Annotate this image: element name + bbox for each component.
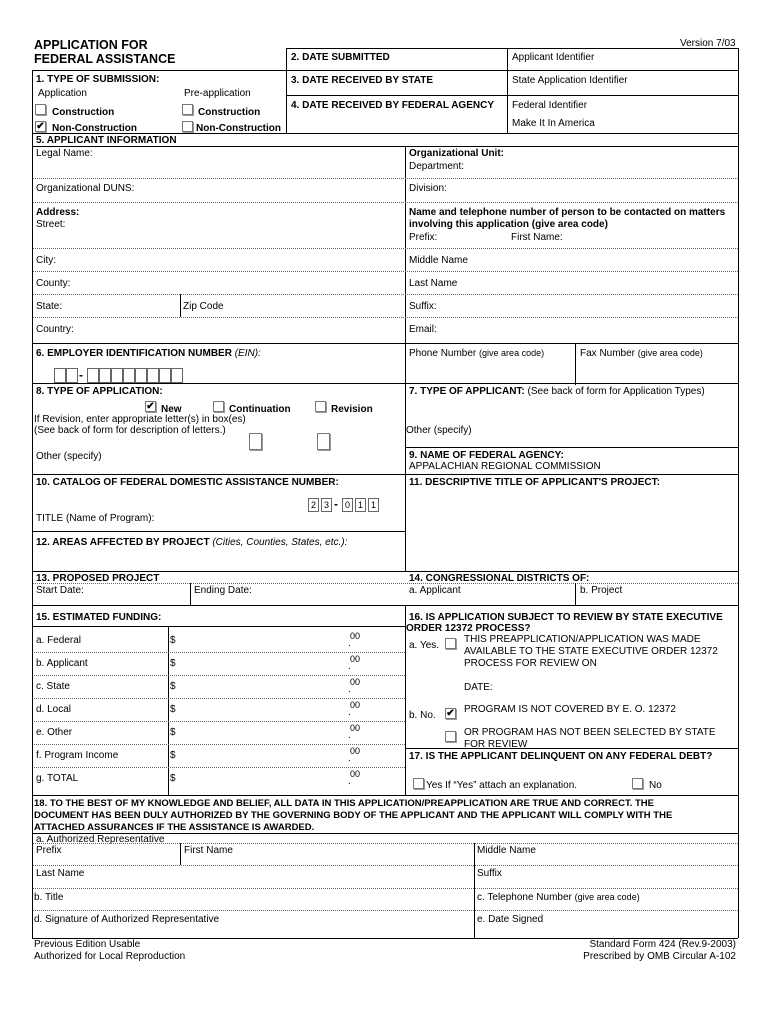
district-applicant-field[interactable]: a. Applicant: [409, 585, 461, 596]
funding-state-label: c. State: [36, 681, 70, 692]
street-field[interactable]: Street:: [36, 219, 66, 230]
ein-digit-6[interactable]: [123, 368, 135, 383]
decimal-point: .: [348, 707, 351, 718]
decimal-point: .: [348, 661, 351, 672]
contact-prefix-field[interactable]: Prefix:: [409, 232, 438, 243]
phone-number-label: Phone Number: [409, 348, 477, 359]
rep-title-field[interactable]: b. Title: [34, 892, 64, 903]
review-yes-text-1: THIS PREAPPLICATION/APPLICATION WAS MADE: [464, 634, 701, 645]
fax-area-code-note: (give area code): [637, 348, 703, 358]
delinquent-yes-checkbox[interactable]: [413, 778, 424, 789]
new-label: New: [161, 404, 182, 415]
federal-agency-value[interactable]: APPALACHIAN REGIONAL COMMISSION: [409, 461, 601, 472]
application-construction-label: Construction: [52, 107, 115, 118]
submission-application-label: Application: [38, 88, 87, 99]
review-label-line2: ORDER 12372 PROCESS?: [406, 623, 531, 634]
review-yes-checkbox[interactable]: [445, 638, 456, 649]
submission-preapplication-label: Pre-application: [184, 88, 251, 99]
funding-federal-cents[interactable]: 00: [350, 631, 361, 641]
delinquent-no-checkbox[interactable]: [632, 778, 643, 789]
funding-total-cents[interactable]: 00: [350, 769, 361, 779]
review-yes-text-3: PROCESS FOR REVIEW ON: [464, 658, 597, 669]
contact-first-name-field[interactable]: First Name:: [511, 232, 563, 243]
division-field[interactable]: Division:: [409, 183, 447, 194]
continuation-label: Continuation: [229, 404, 291, 415]
areas-affected-label: 12. AREAS AFFECTED BY PROJECT: [36, 537, 210, 548]
ein-digit-3[interactable]: [87, 368, 99, 383]
rep-telephone-field[interactable]: [477, 892, 640, 903]
contact-heading-line1: Name and telephone number of person to be contacted on matters: [409, 207, 726, 218]
zip-code-field[interactable]: Zip Code: [183, 301, 224, 312]
funding-federal-dollar: $: [170, 635, 176, 646]
ein-digit-4[interactable]: [99, 368, 111, 383]
project-title-label: 11. DESCRIPTIVE TITLE OF APPLICANT'S PROJECT:: [409, 477, 660, 488]
federal-identifier-label: Federal Identifier: [512, 100, 588, 111]
certification-line2: DOCUMENT HAS BEEN DULY AUTHORIZED BY THE GOVERNING BODY OF THE APPLICANT AND THE APPLICANT WILL COMPLY WITH THE: [34, 810, 673, 821]
rep-telephone-note: (give area code): [574, 892, 640, 902]
rep-prefix-field[interactable]: Prefix: [36, 845, 62, 856]
county-field[interactable]: County:: [36, 278, 71, 289]
funding-state-dollar: $: [170, 681, 176, 692]
review-yes-label: a. Yes.: [409, 640, 440, 651]
type-of-applicant-note: (See back of form for Application Types): [527, 386, 705, 397]
application-nonconstruction-label: Non-Construction: [52, 123, 137, 134]
proposed-project-label: 13. PROPOSED PROJECT: [36, 573, 160, 584]
revision-instruction-line1: If Revision, enter appropriate letter(s) in box(es): [34, 414, 246, 425]
funding-total-dollar: $: [170, 773, 176, 784]
applicant-info-title: 5. APPLICANT INFORMATION: [36, 135, 177, 146]
revision-letter-box-1[interactable]: [249, 433, 262, 450]
contact-middle-name-field[interactable]: Middle Name: [409, 255, 468, 266]
cfda-digit-4[interactable]: 1: [355, 498, 366, 512]
start-date-field[interactable]: Start Date:: [36, 585, 84, 596]
preapplication-construction-label: Construction: [198, 107, 261, 118]
ein-digit-2[interactable]: [66, 368, 78, 383]
fax-number-label: Fax Number: [580, 348, 636, 359]
funding-program-income-cents[interactable]: 00: [350, 746, 361, 756]
preapplication-nonconstruction-checkbox[interactable]: [182, 121, 193, 132]
footer-omb-circular: Prescribed by OMB Circular A-102: [583, 951, 736, 962]
decimal-point: .: [348, 776, 351, 787]
ein-digit-8[interactable]: [147, 368, 159, 383]
footer-local-reproduction: Authorized for Local Reproduction: [34, 951, 186, 962]
rep-telephone-label: c. Telephone Number: [477, 892, 572, 903]
rep-date-signed-field[interactable]: e. Date Signed: [477, 914, 544, 925]
review-not-covered-text: PROGRAM IS NOT COVERED BY E. O. 12372: [464, 704, 676, 715]
footer-previous-edition: Previous Edition Usable: [34, 939, 141, 950]
funding-local-label: d. Local: [36, 704, 72, 715]
delinquent-no-label: No: [649, 780, 662, 791]
funding-other-cents[interactable]: 00: [350, 723, 361, 733]
type-of-applicant-label: 7. TYPE OF APPLICANT:: [409, 386, 525, 397]
duns-field[interactable]: Organizational DUNS:: [36, 183, 135, 194]
continuation-checkbox[interactable]: [213, 401, 224, 412]
fax-number-field[interactable]: [580, 348, 703, 359]
delinquent-debt-label: 17. IS THE APPLICANT DELINQUENT ON ANY FEDERAL DEBT?: [409, 751, 713, 762]
preapplication-nonconstruction-label: Non-Construction: [196, 123, 281, 134]
review-not-selected-text-1: OR PROGRAM HAS NOT BEEN SELECTED BY STATE: [464, 727, 716, 738]
country-field[interactable]: Country:: [36, 324, 74, 335]
cfda-digit-2[interactable]: 3: [321, 498, 332, 512]
type-of-application-label: 8. TYPE OF APPLICATION:: [36, 386, 163, 397]
authorized-rep-label: a. Authorized Representative: [36, 834, 165, 845]
footer-standard-form: Standard Form 424 (Rev.9-2003): [589, 939, 736, 950]
cfda-digit-1[interactable]: 2: [308, 498, 319, 512]
date-received-federal-label: 4. DATE RECEIVED BY FEDERAL AGENCY: [291, 100, 494, 111]
funding-program-income-dollar: $: [170, 750, 176, 761]
applicant-identifier-field[interactable]: Applicant Identifier: [512, 52, 595, 63]
funding-other-dollar: $: [170, 727, 176, 738]
application-nonconstruction-checkbox[interactable]: ✔: [36, 121, 45, 132]
ein-digit-9[interactable]: [159, 368, 171, 383]
certification-line3: ATTACHED ASSURANCES IF THE ASSISTANCE IS AWARDED.: [34, 822, 315, 833]
state-application-identifier-field[interactable]: State Application Identifier: [512, 75, 628, 86]
preapplication-construction-checkbox[interactable]: [182, 104, 193, 115]
type-of-applicant-group: [409, 386, 705, 397]
date-submitted-label: 2. DATE SUBMITTED: [291, 52, 390, 63]
review-not-selected-checkbox[interactable]: [445, 731, 456, 742]
decimal-point: .: [348, 753, 351, 764]
decimal-point: .: [348, 638, 351, 649]
decimal-point: .: [348, 684, 351, 695]
review-yes-text-2: AVAILABLE TO THE STATE EXECUTIVE ORDER 12372: [464, 646, 718, 657]
certification-line1: 18. TO THE BEST OF MY KNOWLEDGE AND BELIEF, ALL DATA IN THIS APPLICATION/PREAPPLICATION ARE TRUE AND CORRECT. THE: [34, 798, 654, 809]
funding-local-dollar: $: [170, 704, 176, 715]
revision-label: Revision: [331, 404, 373, 415]
federal-identifier-value[interactable]: Make It In America: [512, 118, 595, 129]
form-title-line1: APPLICATION FOR: [34, 38, 148, 52]
department-field[interactable]: Department:: [409, 161, 465, 172]
funding-applicant-label: b. Applicant: [36, 658, 88, 669]
funding-program-income-label: f. Program Income: [36, 750, 119, 761]
address-label: Address:: [36, 207, 80, 218]
contact-email-field[interactable]: Email:: [409, 324, 437, 335]
rep-first-name-field[interactable]: First Name: [184, 845, 233, 856]
cfda-digit-3[interactable]: 0: [342, 498, 353, 512]
ein-digit-10[interactable]: [171, 368, 183, 383]
decimal-point: .: [348, 730, 351, 741]
date-received-state-label: 3. DATE RECEIVED BY STATE: [291, 75, 434, 86]
revision-letter-box-2[interactable]: [317, 433, 330, 450]
ein-label: 6. EMPLOYER IDENTIFICATION NUMBER: [36, 348, 232, 359]
form-title: [34, 38, 175, 66]
delinquent-yes-label: Yes If “Yes” attach an explanation.: [426, 780, 578, 791]
phone-number-field[interactable]: [409, 348, 544, 359]
rep-middle-name-field[interactable]: Middle Name: [477, 845, 536, 856]
revision-instruction-line2: (See back of form for description of letters.): [34, 425, 226, 436]
revision-checkbox[interactable]: [315, 401, 326, 412]
cfda-label: 10. CATALOG OF FEDERAL DOMESTIC ASSISTANCE NUMBER:: [36, 477, 339, 488]
state-field[interactable]: State:: [36, 301, 63, 312]
ein-label-suffix: (EIN):: [234, 348, 261, 359]
areas-affected-note: (Cities, Counties, States, etc.):: [212, 537, 348, 548]
ending-date-field[interactable]: Ending Date:: [194, 585, 252, 596]
program-title-field[interactable]: TITLE (Name of Program):: [36, 513, 155, 524]
estimated-funding-label: 15. ESTIMATED FUNDING:: [36, 612, 162, 623]
ein-digit-5[interactable]: [111, 368, 123, 383]
contact-heading-line2: involving this application (give area code): [409, 219, 608, 230]
new-checkbox[interactable]: ✔: [146, 401, 155, 412]
contact-last-name-field[interactable]: Last Name: [409, 278, 458, 289]
funding-federal-label: a. Federal: [36, 635, 82, 646]
application-type-other-field[interactable]: Other (specify): [36, 451, 102, 462]
phone-area-code-note: (give area code): [479, 348, 545, 358]
ein-digit-1[interactable]: [54, 368, 66, 383]
funding-state-cents[interactable]: 00: [350, 677, 361, 687]
rep-signature-field[interactable]: d. Signature of Authorized Representative: [34, 914, 220, 925]
ein-dash: -: [79, 368, 83, 382]
funding-applicant-cents[interactable]: 00: [350, 654, 361, 664]
applicant-type-other-field[interactable]: Other (specify): [406, 425, 472, 436]
district-project-field[interactable]: b. Project: [580, 585, 623, 596]
areas-affected-group[interactable]: [36, 537, 347, 548]
application-construction-checkbox[interactable]: [35, 104, 46, 115]
org-unit-label: Organizational Unit:: [409, 148, 504, 159]
cfda-dash: -: [334, 497, 338, 511]
form-title-line2: FEDERAL ASSISTANCE: [34, 52, 176, 66]
ein-label-group: [36, 348, 261, 359]
city-field[interactable]: City:: [36, 255, 56, 266]
ein-digit-7[interactable]: [135, 368, 147, 383]
review-date-field[interactable]: DATE:: [464, 682, 493, 693]
review-not-selected-text-2: FOR REVIEW: [464, 739, 528, 750]
cfda-digit-5[interactable]: 1: [368, 498, 379, 512]
form-version: Version 7/03: [680, 38, 736, 49]
federal-agency-label: 9. NAME OF FEDERAL AGENCY:: [409, 450, 564, 461]
funding-total-label: g. TOTAL: [36, 773, 79, 784]
funding-other-label: e. Other: [36, 727, 73, 738]
review-no-label: b. No.: [409, 710, 436, 721]
contact-suffix-field[interactable]: Suffix:: [409, 301, 437, 312]
submission-type-label: 1. TYPE OF SUBMISSION:: [36, 74, 160, 85]
funding-applicant-dollar: $: [170, 658, 176, 669]
rep-last-name-field[interactable]: Last Name: [36, 868, 85, 879]
review-label-line1: 16. IS APPLICATION SUBJECT TO REVIEW BY STATE EXECUTIVE: [409, 612, 723, 623]
funding-local-cents[interactable]: 00: [350, 700, 361, 710]
review-no-checkbox[interactable]: ✔: [446, 708, 455, 719]
congressional-districts-label: 14. CONGRESSIONAL DISTRICTS OF:: [409, 573, 590, 584]
legal-name-field[interactable]: Legal Name:: [36, 148, 93, 159]
rep-suffix-field[interactable]: Suffix: [477, 868, 502, 879]
